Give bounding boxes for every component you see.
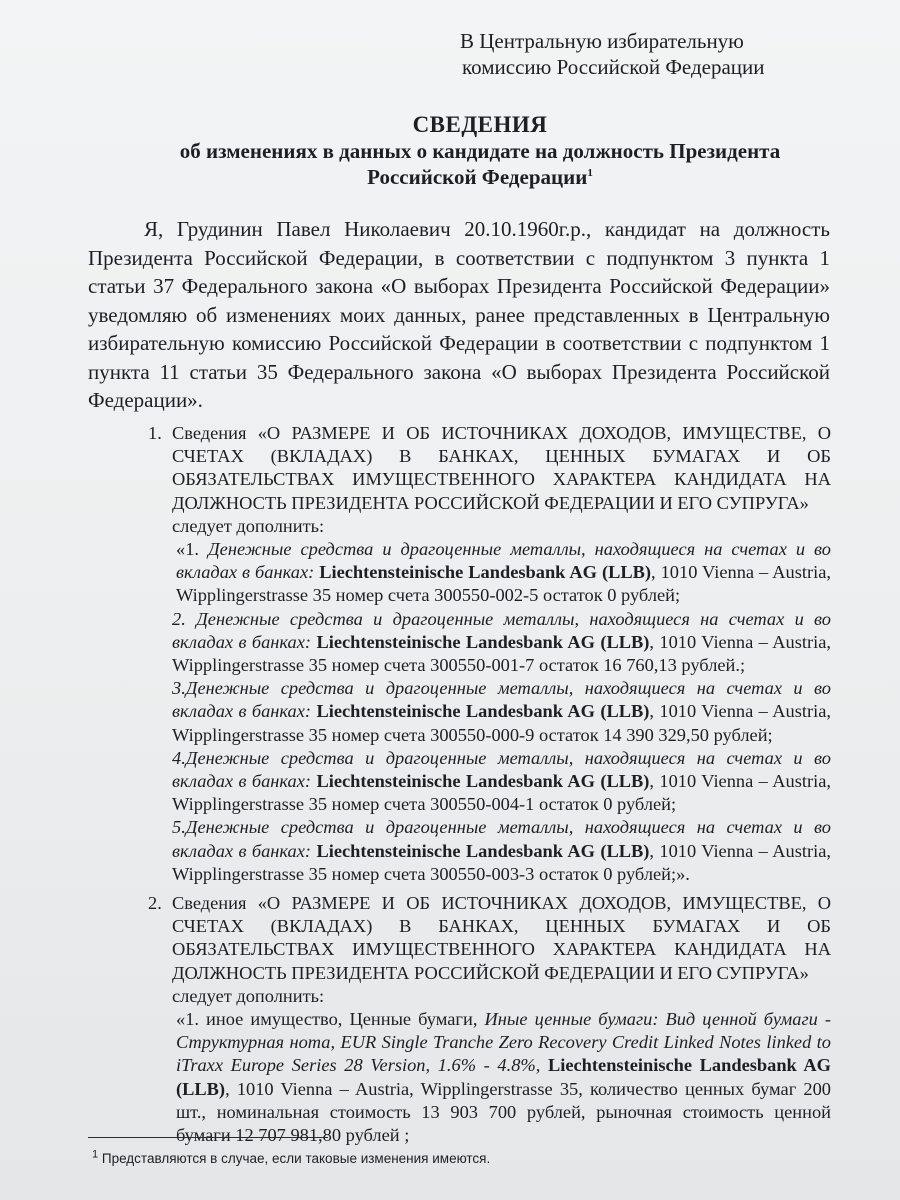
item-number: 2. xyxy=(148,893,162,914)
title-line-3 xyxy=(90,164,870,190)
entry-category: Денежные средства и драгоценные металлы, находящиеся на счетах и во вкладах в банках: xyxy=(172,817,831,861)
account-entry xyxy=(172,816,831,886)
recipient-block xyxy=(460,28,860,80)
title-line-3-text: Российской Федерации xyxy=(367,165,588,189)
account-entry xyxy=(172,747,831,817)
account-entry xyxy=(172,677,831,747)
entry-category: Денежные средства и драгоценные металлы, находящиеся на счетах и во вкладах в банках: xyxy=(172,608,831,652)
entry-bank: Liechtensteinische Landesbank AG (LLB) xyxy=(316,771,650,792)
footnote-divider xyxy=(88,1137,328,1138)
list-item xyxy=(148,422,831,886)
entry-prefix: 3. xyxy=(172,678,186,699)
intro-paragraph xyxy=(88,215,830,415)
footnote xyxy=(92,1150,852,1168)
entry-details: , 1010 Vienna – Austria, Wipplingerstrasse 35, количество ценных бумаг 200 шт., номинальная стоимость 13 903 700 рублей, рыночная стоимость ценной бумаги 12 707 981,80 рублей ; xyxy=(176,1078,831,1146)
recipient-line-2: комиссию Российской Федерации xyxy=(462,55,765,79)
entry-bank: Liechtensteinische Landesbank AG (LLB) xyxy=(319,562,652,583)
entry-category: Иные ценные бумаги: Вид ценной бумаги - Структурная нота, EUR Single Tranche Zero Recovery Credit Linked Notes linked to iTraxx Europe Series 28 Version, 1.6% - 4.8%, xyxy=(176,1009,832,1076)
entry-bank: Liechtensteinische Landesbank AG (LLB) xyxy=(316,631,650,652)
entry-prefix: «1. xyxy=(176,539,208,560)
entry-details: , 1010 Vienna – Austria, Wipplingerstrasse 35 номер счета 300550-003-3 остаток 0 рублей;». xyxy=(172,840,831,884)
item-number: 1. xyxy=(148,423,162,443)
item-heading: Сведения «О РАЗМЕРЕ И ОБ ИСТОЧНИКАХ ДОХОДОВ, ИМУЩЕСТВЕ, О СЧЕТАХ (ВКЛАДАХ) В БАНКАХ, ЦЕННЫХ БУМАГАХ И ОБ ОБЯЗАТЕЛЬСТВАХ ИМУЩЕСТВЕННОГО ХАРАКТЕРА КАНДИДАТА НА ДОЛЖНОСТЬ ПРЕЗИДЕНТА РОССИЙСКОЙ ФЕДЕРАЦИИ И ЕГО СУПРУГА» xyxy=(172,423,831,513)
item-heading: Сведения «О РАЗМЕРЕ И ОБ ИСТОЧНИКАХ ДОХОДОВ, ИМУЩЕСТВЕ, О СЧЕТАХ (ВКЛАДАХ) В БАНКАХ, ЦЕННЫХ БУМАГАХ И ОБ ОБЯЗАТЕЛЬСТВАХ ИМУЩЕСТВЕННОГО ХАРАКТЕРА КАНДИДАТА НА ДОЛЖНОСТЬ ПРЕЗИДЕНТА РОССИЙСКОЙ ФЕДЕРАЦИИ И ЕГО СУПРУГА» xyxy=(172,893,831,983)
entry-category: Денежные средства и драгоценные металлы, находящиеся на счетах и во вкладах в банках: xyxy=(172,747,831,792)
title-main: СВЕДЕНИЯ xyxy=(412,112,548,137)
securities-entry xyxy=(172,1008,831,1147)
intro-text: Я, Грудинин Павел Николаевич 20.10.1960г.р., кандидат на должность Президента Российской Федерации, в соответствии с подпунктом 3 пункта 1 статьи 37 Федерального закона «О выборах Президента Российской Федерации» уведомляю об изменениях моих данных, ранее представленных в Центральную избирательную комиссию Российской Федерации в соответствии с подпунктом 1 пункта 11 статьи 35 Федерального закона «О выборах Президента Российской Федерации». xyxy=(88,217,830,412)
account-entry xyxy=(172,538,831,608)
entry-bank: Liechtensteinische Landesbank AG (LLB) xyxy=(176,1055,831,1099)
footnote-mark: 1 xyxy=(587,167,593,179)
entry-category: Денежные средства и драгоценные металлы, находящиеся на счетах и во вкладах в банках: xyxy=(176,539,831,583)
entry-details: , 1010 Vienna – Austria, Wipplingerstrasse 35 номер счета 300550-001-7 остаток 16 760,13 рублей.; xyxy=(172,631,831,676)
entry-details: , 1010 Vienna – Austria, Wipplingerstrasse 35 номер счета 300550-004-1 остаток 0 рублей; xyxy=(172,771,831,815)
title-line-2: об изменениях в данных о кандидате на должность Президента xyxy=(179,139,781,163)
document-title xyxy=(90,112,870,190)
footnote-number: 1 xyxy=(92,1148,99,1161)
footnote-text: Представляются в случае, если таковые изменения имеются. xyxy=(98,1151,491,1166)
recipient-line-1: В Центральную избирательную xyxy=(460,29,744,53)
entry-details: , 1010 Vienna – Austria, Wipplingerstrasse 35 номер счета 300550-000-9 остаток 14 390 329,50 рублей; xyxy=(172,701,831,745)
item-follow-text: следует дополнить: xyxy=(172,985,325,1006)
entry-prefix: «1. иное имущество, Ценные бумаги, xyxy=(176,1009,485,1030)
entry-prefix: 2. xyxy=(172,608,197,629)
entry-category: Денежные средства и драгоценные металлы, находящиеся на счетах и во вкладах в банках: xyxy=(172,678,831,722)
entry-bank: Liechtensteinische Landesbank AG (LLB) xyxy=(316,840,650,861)
item-follow-text: следует дополнить: xyxy=(172,515,325,536)
account-entry xyxy=(172,608,831,678)
entry-prefix: 5. xyxy=(172,817,186,838)
entry-bank: Liechtensteinische Landesbank AG (LLB) xyxy=(316,701,650,722)
entry-prefix: 4. xyxy=(172,747,186,768)
list-item xyxy=(148,892,831,1147)
entry-details: , 1010 Vienna – Austria, Wipplingerstrasse 35 номер счета 300550-002-5 остаток 0 рублей; xyxy=(176,562,831,606)
changes-list xyxy=(148,422,831,1147)
